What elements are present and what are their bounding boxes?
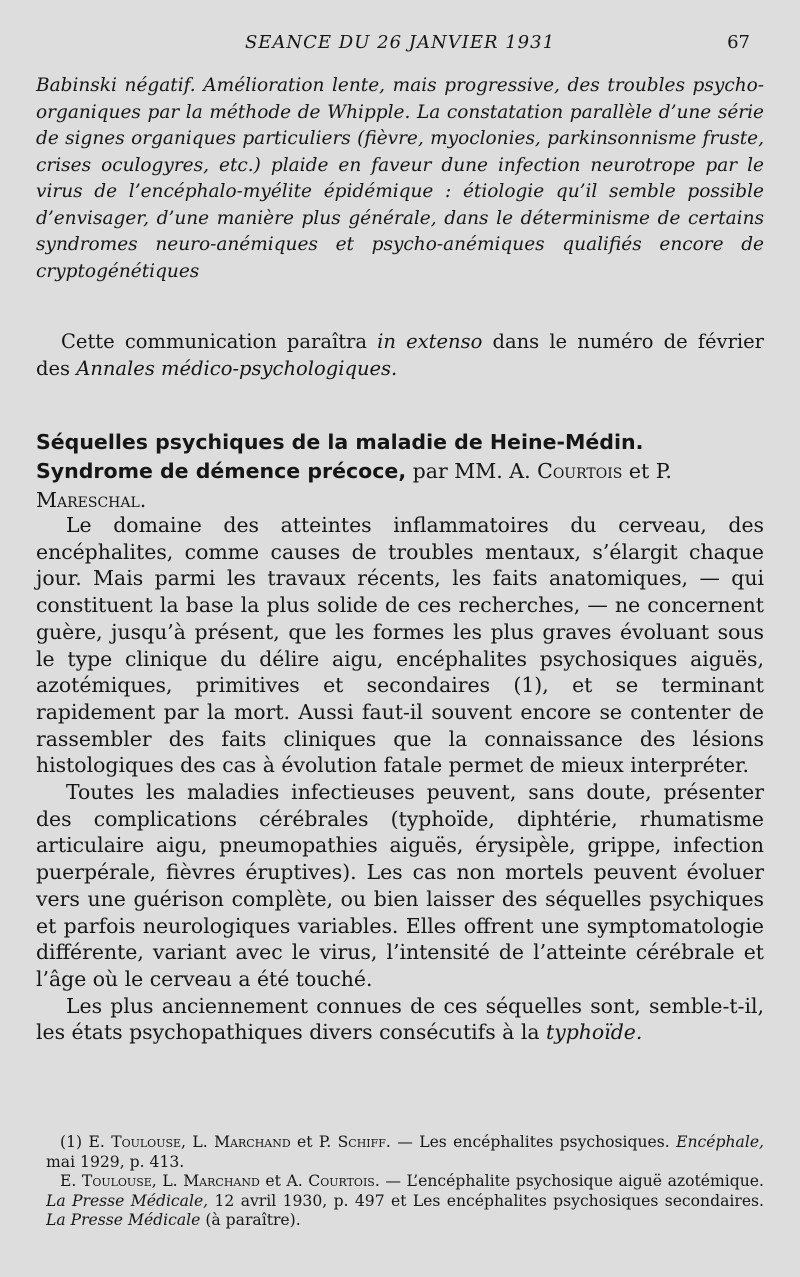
article-author-1: Courtois [537,459,623,483]
footnotes [46,1133,764,1231]
footnote-2-author-3: Courtois [308,1172,375,1190]
article-author-2: Mareschal. [36,488,147,512]
footnote-2-middle: 12 avril 1930, p. 497 et Les encéphalites psychosiques secondaires. [208,1191,765,1210]
footnote-1-author-1: Toulouse [111,1133,182,1151]
footnote-2-sep-2: et A. [259,1172,309,1190]
footnote-1-mark: (1) E. [60,1133,112,1151]
footnote-1-author-2: Marchand [214,1133,291,1151]
body-paragraph-3-text: Les plus anciennement connues de ces séquelles sont, semble-t-il, les états psychopathiques divers consécutifs à la [36,993,764,1045]
notice-text-middle: dans le numéro de février des [36,330,764,380]
footnote-1-journal: Encéphale, [676,1133,765,1151]
article-title-and: et P. [622,459,672,483]
footnote-2-sep-1: , L. [151,1172,184,1190]
running-head [0,30,800,56]
footnote-1 [46,1133,764,1172]
footnote-1-date: mai 1929, p. 413. [46,1152,185,1171]
footnote-2 [46,1172,764,1231]
article-title-main: Séquelles psychiques de la maladie de Heine-Médin. Syndrome de démence précoce, [36,430,644,483]
article-title [36,428,764,515]
footnote-2-end: (à paraître). [200,1211,301,1229]
footnote-2-author-2: Marchand [183,1172,260,1190]
footnote-2-journal-1: La Presse Médicale, [46,1191,209,1210]
running-title: SEANCE DU 26 JANVIER 1931 [244,32,556,53]
footnote-1-sep-1: , L. [181,1133,215,1151]
footnote-2-author-1: Toulouse [81,1172,152,1190]
footnote-1-author-3: Schiff [337,1133,386,1151]
article-body [36,512,764,1046]
case-summary: Babinski négatif. Amélioration lente, mais progressive, des troubles psycho-organiques par la méthode de Whipple. La constatation parallèle d’une série de signes organiques particuliers (fièvre, myoclonies, parkinsonnisme fruste, crises oculogyres, etc.) plaide en faveur dune infection neurotrope par le virus de l’encéphalo-myélite épidémique : étiologie qu’il semble possible d’envisager, d’une manière plus générale, dans le déterminisme de certains syndromes neuro-anémiques et psycho-anémiques qualifiés encore de cryptogénétiques [36,75,764,282]
body-paragraph-3-italic: typhoïde. [546,1020,643,1045]
page-number: 67 [727,32,750,53]
notice-italic-in-extenso: in extenso [377,330,483,353]
body-paragraph-1: Le domaine des atteintes inflammatoires du cerveau, des encéphalites, comme causes de troubles mentaux, s’élargit chaque jour. Mais parmi les travaux récents, les faits anatomiques, — qui constituent la base la plus solide de ces recherches, — ne concernent guère, jusqu’à présent, que les formes les plus graves évoluant sous le type clinique du délire aigu, encéphalites psychosiques aiguës, azotémiques, primitives et secondaires (1), et se terminant rapidement par la mort. Aussi faut-il souvent encore se contenter de rassembler des faits cliniques que la connaissance des lésions histologiques des cas à évolution fatale permet de mieux interpréter. [36,513,764,778]
footnote-2-lead: E. [60,1172,82,1190]
body-paragraph-3 [36,993,764,1046]
footnote-1-sep-2: et P. [290,1133,338,1151]
article-title-by: par MM. A. [406,459,538,483]
footnote-2-title: . — L’encéphalite psychosique aiguë azotémique. [374,1172,764,1190]
notice-journal-name: Annales médico-psychologiques. [76,357,398,380]
notice-text-before: Cette communication paraîtra [61,330,378,353]
publication-notice [36,328,764,382]
body-paragraph-2: Toutes les maladies infectieuses peuvent, sans doute, présenter des complications cérébrales (typhoïde, diphtérie, rhumatisme articulaire aigu, pneumopathies aiguës, érysipèle, grippe, infection puerpérale, fièvres éruptives). Les cas non mortels peuvent évoluer vers une guérison complète, ou bien laisser des séquelles psychiques et parfois neurologiques variables. Elles offrent une symptomatologie différente, variant avec le virus, l’intensité de l’atteinte cérébrale et l’âge où le cerveau a été touché. [36,780,764,991]
footnote-2-journal-2: La Presse Médicale [46,1211,201,1229]
footnote-1-title: . — Les encéphalites psychosiques. [385,1133,677,1151]
